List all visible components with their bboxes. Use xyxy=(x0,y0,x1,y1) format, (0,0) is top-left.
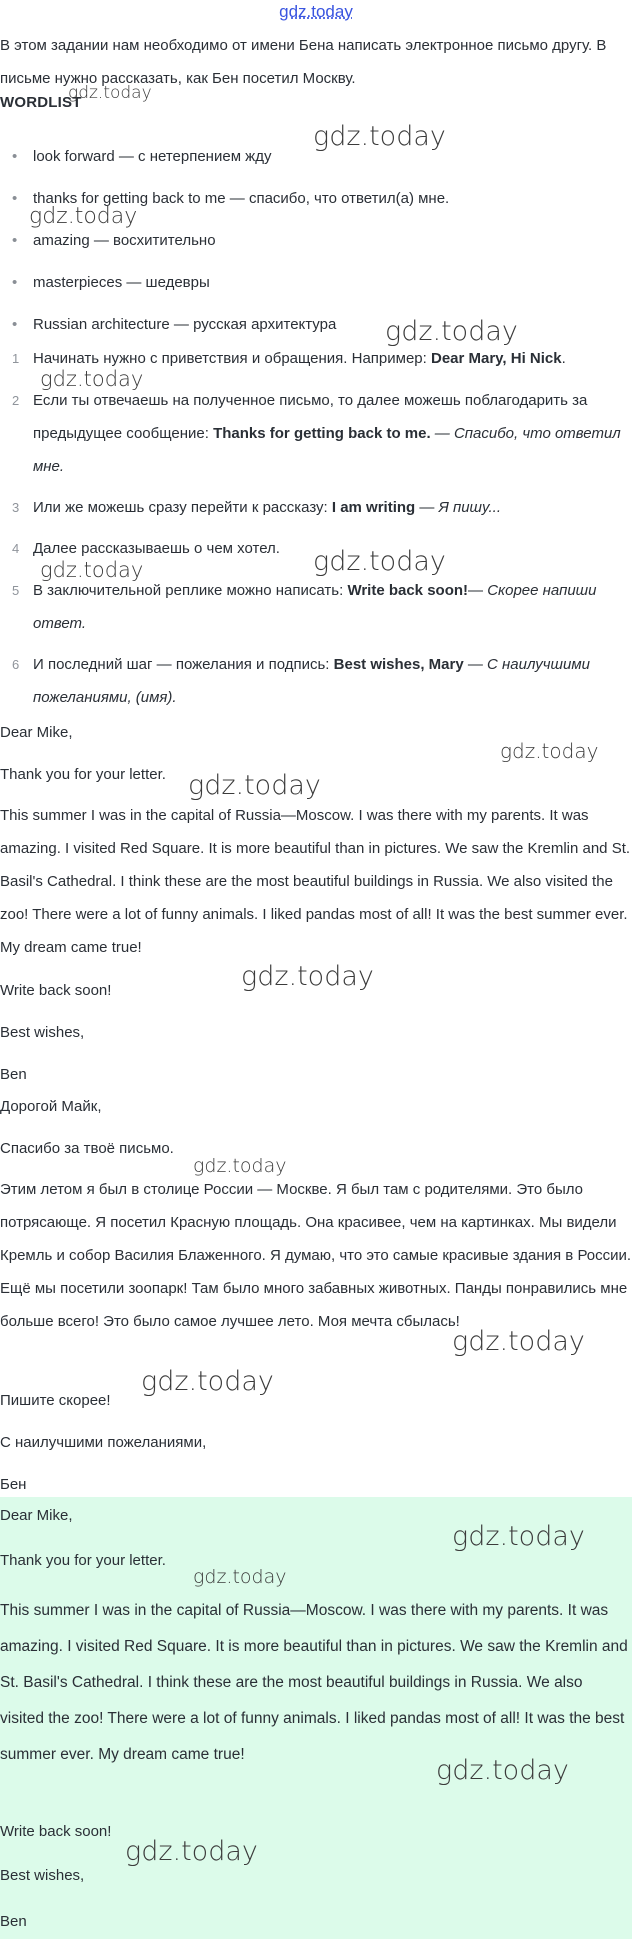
step-number: 2 xyxy=(12,393,20,408)
watermark: gdz.today xyxy=(313,546,446,577)
wordlist-title: WORDLIST xyxy=(0,94,82,111)
letter-thanks-ru: Спасибо за твоё письмо. xyxy=(0,1140,174,1157)
answer-body: This summer I was in the capital of Russia—Moscow. I was there with my parents. It was amazing. I visited Red Square. It is more beautiful than in pictures. We saw the Kremlin and St. Basil's Cathedral. I think these are the most beautiful buildings in Russia. We also visited the zoo! There were a lot of funny animals. I liked pandas most of all! It was the best summer ever. My dream came true! xyxy=(0,1602,628,1763)
watermark: gdz.today xyxy=(40,558,144,582)
answer-signature: Ben xyxy=(0,1913,27,1930)
letter-thanks: Thank you for your letter. xyxy=(0,766,166,783)
letter-signature: Ben xyxy=(0,1066,27,1083)
watermark: gdz.today xyxy=(125,1836,258,1867)
watermark: gdz.today xyxy=(385,316,518,347)
letter-greeting: Dear Mike, xyxy=(0,724,73,741)
watermark: gdz.today xyxy=(452,1326,585,1357)
step-number: 4 xyxy=(12,541,20,556)
bullet-icon: • xyxy=(12,274,18,291)
watermark: gdz.today xyxy=(188,770,321,801)
wordlist-item: • amazing — восхитительно xyxy=(12,232,216,249)
letter-closing: Write back soon! xyxy=(0,982,112,999)
watermark: gdz.today xyxy=(68,83,152,103)
bullet-icon: • xyxy=(12,232,18,249)
answer-wishes: Best wishes, xyxy=(0,1867,85,1884)
step-number: 5 xyxy=(12,583,20,598)
step-number: 3 xyxy=(12,500,20,515)
page: gdz.today В этом задании нам необходимо от имени Бена написать электронное письмо другу. В письме нужно рассказать, как Бен посетил Москву. WORDLIST • look forward — с нетерпением жду • thanks for getting back to me — спасибо, что ответил(а) мне. • amazing — восхитительно • masterpieces — шедевры • Russian architecture — русская архитектура 1 Начинать нужно с приветствия и обращения. Например: Dear Mary, Hi Nick. 2 Если ты отвечаешь на полученное письмо, то далее можешь поблагодарить за предыдущее сообщение: Thanks for getting back to me. — Спасибо, что ответил мне. 3 Или же можешь сразу перейти к рассказу: I am writing — Я пишу... 4 Далее рассказываешь о чем хотел. 5 В заключительной реплике можно написать: Write back soon!— Скорее напиши ответ. 6 И последний шаг — пожелания и подпись: Best wishes, Mary — С наилучшими пожеланиями, (имя). Dear Mike, Thank you for your letter. This summer I was in the capital of Russia—Moscow. I was there with my parents. It was amazing. I visited Red Square. It is more beautiful than in pictures. We saw the Kremlin and St. Basil's Cathedral. I think these are the most beautiful buildings in Russia. We also visited the zoo! There were a lot of funny animals. I liked pandas most of all! It was the best summer ever. My dream came true! Write back soon! Best wishes, Ben Дорогой Майк, Спасибо за твоё письмо. Этим летом я был в столице России — Москве. Я был там с родителями. Это было потрясающе. Я посетил Красную площадь. Она красивее, чем на картинках. Мы видели Кремль и собор Василия Блаженного. Я думаю, что это самые красивые здания в России. Ещё мы посетили зоопарк! Там было много забавных животных. Панды понравились мне больше всего! Это было самое лучшее лето. Моя мечта сбылась! Пишите скорее! С наилучшими пожеланиями, Бен Dear Mike, Thank you for your letter. This summer I was in the capital of Russia—Moscow. I was there with my parents. It was amazing. I visited Red Square. It is more beautiful than in pictures. We saw the Kremlin and St. Basil's Cathedral. I think these are the most beautiful buildings in Russia. We also visited the zoo! There were a lot of funny animals. I liked pandas most of all! It was the best summer ever. My dream came true! Write back soon! Best wishes, Ben gdz.today gdz.today gdz.today gdz.today gdz.today gdz.today gdz.today gdz.today gdz.today gdz.today gdz.today gdz.today gdz.today gdz.today gdz.today gdz.today gdz.today xyxy=(0,0,632,1939)
wordlist-item: • Russian architecture — русская архитектура xyxy=(12,316,337,333)
answer-thanks: Thank you for your letter. xyxy=(0,1552,166,1569)
letter-wishes-ru: С наилучшими пожеланиями, xyxy=(0,1434,207,1451)
letter-wishes: Best wishes, xyxy=(0,1024,85,1041)
watermark: gdz.today xyxy=(313,121,446,152)
bullet-icon: • xyxy=(12,190,18,207)
step-number: 6 xyxy=(12,657,20,672)
letter-greeting-ru: Дорогой Майк, xyxy=(0,1098,102,1115)
watermark: gdz.today xyxy=(436,1755,569,1786)
task-intro: В этом задании нам необходимо от имени Бена написать электронное письмо другу. В письме нужно рассказать, как Бен посетил Москву. xyxy=(0,37,607,87)
letter-closing-ru: Пишите скорее! xyxy=(0,1392,111,1409)
letter-signature-ru: Бен xyxy=(0,1476,27,1493)
bullet-icon: • xyxy=(12,316,18,333)
answer-greeting: Dear Mike, xyxy=(0,1507,73,1524)
wordlist-item: • thanks for getting back to me — спасибо, что ответил(а) мне. xyxy=(12,190,450,207)
watermark: gdz.today xyxy=(241,961,374,992)
watermark: gdz.today xyxy=(40,367,144,391)
watermark: gdz.today xyxy=(29,204,138,229)
site-link[interactable]: gdz.today xyxy=(279,2,353,21)
letter-body: This summer I was in the capital of Russia—Moscow. I was there with my parents. It was amazing. I visited Red Square. It is more beautiful than in pictures. We saw the Kremlin and St. Basil's Cathedral. I think these are the most beautiful buildings in Russia. We also visited the zoo! There were a lot of funny animals. I liked pandas most of all! It was the best summer ever. My dream came true! xyxy=(0,807,631,956)
answer-closing: Write back soon! xyxy=(0,1823,112,1840)
watermark: gdz.today xyxy=(193,1155,287,1177)
watermark: gdz.today xyxy=(141,1366,274,1397)
bullet-icon: • xyxy=(12,148,18,165)
watermark: gdz.today xyxy=(500,739,599,763)
watermark: gdz.today xyxy=(193,1566,287,1588)
wordlist-item: • look forward — с нетерпением жду xyxy=(12,148,272,165)
watermark: gdz.today xyxy=(452,1521,585,1552)
wordlist-item: • masterpieces — шедевры xyxy=(12,274,210,291)
step-number: 1 xyxy=(12,351,20,366)
letter-body-ru: Этим летом я был в столице России — Москве. Я был там с родителями. Это было потрясающе. Я посетил Красную площадь. Она красивее, чем на картинках. Мы видели Кремль и собор Василия Блаженного. Я думаю, что это самые красивые здания в России. Ещё мы посетили зоопарк! Там было много забавных животных. Панды понравились мне больше всего! Это было самое лучшее лето. Моя мечта сбылась! xyxy=(0,1181,632,1330)
